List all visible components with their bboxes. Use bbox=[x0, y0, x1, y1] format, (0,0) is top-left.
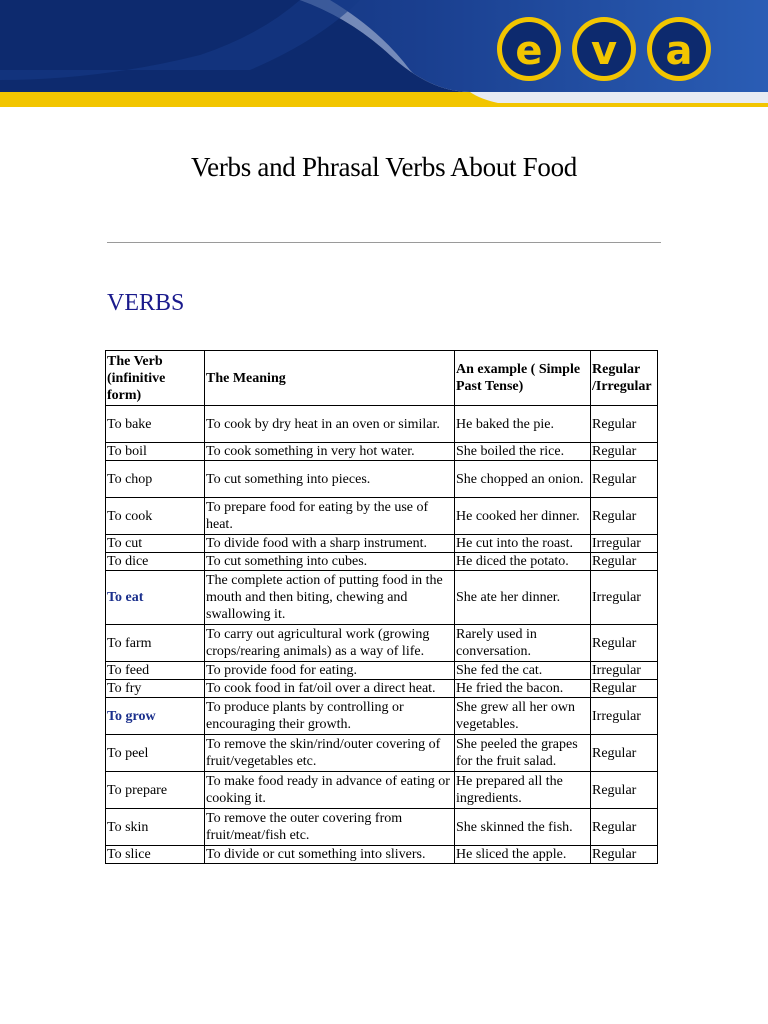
cell-meaning: The complete action of putting food in the mouth and then biting, chewing and swallowing it. bbox=[205, 571, 455, 625]
header-meaning: The Meaning bbox=[205, 351, 455, 406]
cell-verb: To prepare bbox=[106, 772, 205, 809]
cell-regularity: Regular bbox=[591, 625, 658, 662]
cell-meaning: To cut something into cubes. bbox=[205, 553, 455, 571]
table-row bbox=[106, 461, 658, 498]
cell-example: She chopped an onion. bbox=[455, 461, 591, 498]
cell-verb: To skin bbox=[106, 809, 205, 846]
table-row bbox=[106, 772, 658, 809]
cell-verb: To feed bbox=[106, 662, 205, 680]
cell-meaning: To provide food for eating. bbox=[205, 662, 455, 680]
table-row bbox=[106, 498, 658, 535]
cell-regularity: Regular bbox=[591, 553, 658, 571]
header-verb: The Verb (infinitive form) bbox=[106, 351, 205, 406]
cell-regularity: Irregular bbox=[591, 698, 658, 735]
eva-logo bbox=[496, 14, 712, 84]
table-row bbox=[106, 698, 658, 735]
document-title: Verbs and Phrasal Verbs About Food bbox=[190, 152, 578, 182]
cell-verb: To grow bbox=[106, 698, 205, 735]
cell-example: Rarely used in conversation. bbox=[455, 625, 591, 662]
cell-regularity: Irregular bbox=[591, 571, 658, 625]
table-row bbox=[106, 735, 658, 772]
cell-regularity: Regular bbox=[591, 461, 658, 498]
cell-regularity: Irregular bbox=[591, 662, 658, 680]
table-body bbox=[106, 406, 658, 864]
cell-meaning: To cook food in fat/oil over a direct heat. bbox=[205, 680, 455, 698]
cell-meaning: To remove the skin/rind/outer covering of fruit/vegetables etc. bbox=[205, 735, 455, 772]
cell-regularity: Regular bbox=[591, 772, 658, 809]
title-divider bbox=[107, 242, 661, 243]
cell-regularity: Regular bbox=[591, 735, 658, 772]
cell-meaning: To make food ready in advance of eating or cooking it. bbox=[205, 772, 455, 809]
cell-example: He sliced the apple. bbox=[455, 846, 591, 864]
table-row bbox=[106, 443, 658, 461]
cell-regularity: Regular bbox=[591, 443, 658, 461]
cell-verb: To slice bbox=[106, 846, 205, 864]
table-row bbox=[106, 809, 658, 846]
cell-meaning: To carry out agricultural work (growing crops/rearing animals) as a way of life. bbox=[205, 625, 455, 662]
table-row bbox=[106, 406, 658, 443]
cell-meaning: To cook something in very hot water. bbox=[205, 443, 455, 461]
cell-verb: To farm bbox=[106, 625, 205, 662]
cell-meaning: To divide food with a sharp instrument. bbox=[205, 535, 455, 553]
cell-example: He cut into the roast. bbox=[455, 535, 591, 553]
cell-example: He cooked her dinner. bbox=[455, 498, 591, 535]
cell-verb: To eat bbox=[106, 571, 205, 625]
table-row bbox=[106, 553, 658, 571]
cell-verb: To bake bbox=[106, 406, 205, 443]
logo-letter-a: a bbox=[665, 28, 693, 74]
cell-meaning: To prepare food for eating by the use of heat. bbox=[205, 498, 455, 535]
cell-verb: To dice bbox=[106, 553, 205, 571]
cell-regularity: Regular bbox=[591, 680, 658, 698]
cell-example: She ate her dinner. bbox=[455, 571, 591, 625]
cell-regularity: Regular bbox=[591, 846, 658, 864]
cell-regularity: Regular bbox=[591, 498, 658, 535]
cell-meaning: To remove the outer covering from fruit/meat/fish etc. bbox=[205, 809, 455, 846]
cell-example: He prepared all the ingredients. bbox=[455, 772, 591, 809]
table-row bbox=[106, 571, 658, 625]
cell-verb: To peel bbox=[106, 735, 205, 772]
cell-verb: To cook bbox=[106, 498, 205, 535]
section-heading-verbs: VERBS bbox=[107, 290, 185, 316]
cell-example: He fried the bacon. bbox=[455, 680, 591, 698]
cell-example: He diced the potato. bbox=[455, 553, 591, 571]
table-row bbox=[106, 846, 658, 864]
cell-verb: To cut bbox=[106, 535, 205, 553]
cell-meaning: To cook by dry heat in an oven or similar. bbox=[205, 406, 455, 443]
cell-regularity: Regular bbox=[591, 809, 658, 846]
cell-example: She fed the cat. bbox=[455, 662, 591, 680]
table-row bbox=[106, 680, 658, 698]
header-regularity: Regular /Irregular bbox=[591, 351, 658, 406]
cell-meaning: To produce plants by controlling or encouraging their growth. bbox=[205, 698, 455, 735]
table-row bbox=[106, 535, 658, 553]
cell-regularity: Irregular bbox=[591, 535, 658, 553]
header-example: An example ( Simple Past Tense) bbox=[455, 351, 591, 406]
logo-letter-v: v bbox=[590, 28, 618, 74]
cell-example: He baked the pie. bbox=[455, 406, 591, 443]
cell-meaning: To cut something into pieces. bbox=[205, 461, 455, 498]
cell-verb: To chop bbox=[106, 461, 205, 498]
cell-regularity: Regular bbox=[591, 406, 658, 443]
logo-letter-e: e bbox=[515, 28, 543, 74]
verbs-table bbox=[105, 350, 658, 864]
cell-verb: To boil bbox=[106, 443, 205, 461]
cell-example: She grew all her own vegetables. bbox=[455, 698, 591, 735]
cell-example: She skinned the fish. bbox=[455, 809, 591, 846]
cell-example: She boiled the rice. bbox=[455, 443, 591, 461]
table-row bbox=[106, 625, 658, 662]
table-header-row bbox=[106, 351, 658, 406]
cell-example: She peeled the grapes for the fruit salad. bbox=[455, 735, 591, 772]
cell-meaning: To divide or cut something into slivers. bbox=[205, 846, 455, 864]
table-row bbox=[106, 662, 658, 680]
cell-verb: To fry bbox=[106, 680, 205, 698]
